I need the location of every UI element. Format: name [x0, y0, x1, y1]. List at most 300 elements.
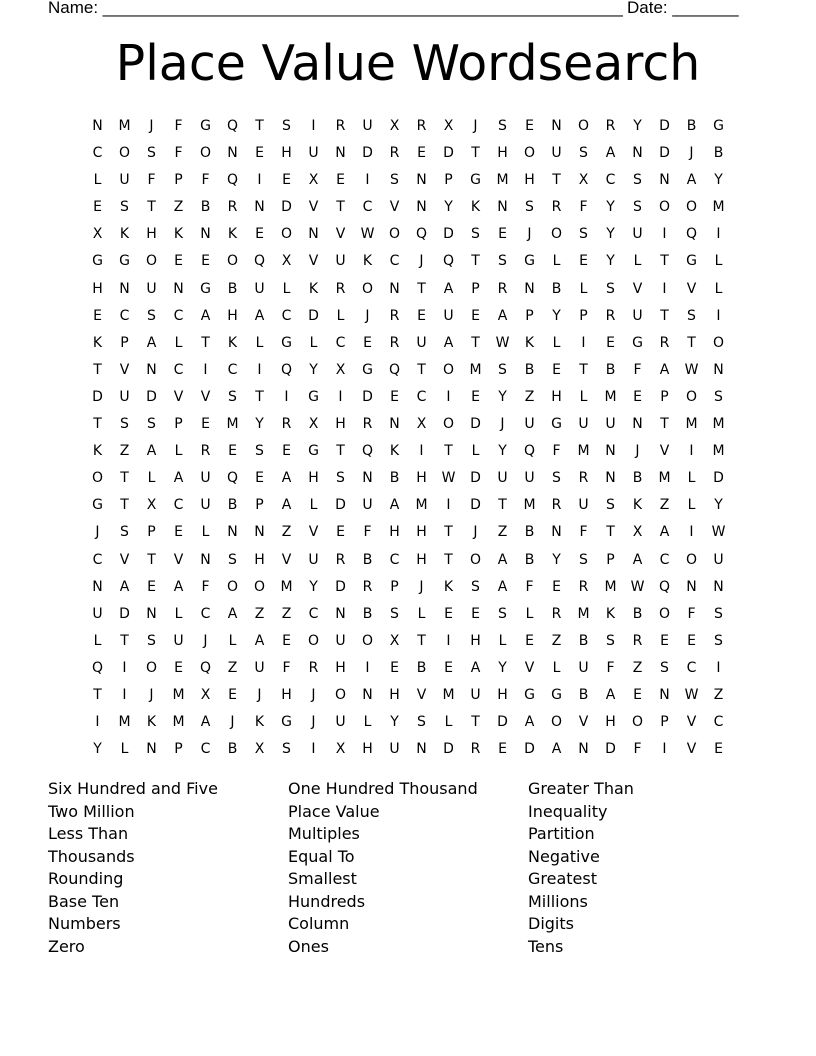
grid-letter: I: [122, 659, 127, 676]
grid-letter: K: [254, 714, 265, 731]
grid-letter: L: [174, 443, 183, 460]
grid-letter: P: [660, 388, 669, 405]
grid-letter: M: [172, 686, 185, 703]
grid-letter: N: [92, 578, 103, 595]
grid-letter: T: [120, 497, 129, 514]
grid-letter: G: [686, 253, 697, 270]
word-item: Tens: [528, 936, 564, 956]
grid-letter: P: [660, 714, 669, 731]
grid-letter: A: [551, 741, 562, 758]
grid-letter: Q: [388, 361, 401, 378]
grid-letter: T: [93, 361, 102, 378]
grid-letter: B: [686, 118, 697, 134]
grid-letter: V: [308, 524, 319, 541]
grid-letter: L: [498, 632, 507, 649]
grid-letter: H: [335, 659, 346, 676]
grid-letter: T: [255, 118, 264, 134]
grid-letter: L: [363, 714, 372, 731]
grid-letter: O: [685, 551, 698, 568]
grid-letter: R: [362, 578, 373, 595]
grid-letter: V: [659, 443, 670, 460]
grid-letter: N: [659, 172, 670, 189]
grid-letter: U: [254, 280, 265, 297]
grid-letter: J: [635, 443, 640, 460]
grid-letter: I: [716, 226, 721, 243]
grid-letter: E: [444, 659, 453, 676]
grid-letter: H: [416, 524, 427, 541]
grid-letter: A: [389, 497, 400, 514]
grid-letter: E: [525, 118, 534, 134]
grid-letter: Q: [658, 578, 671, 595]
grid-letter: L: [201, 524, 210, 541]
grid-letter: S: [714, 632, 723, 649]
grid-letter: H: [497, 145, 508, 162]
grid-letter: M: [604, 388, 617, 405]
grid-letter: A: [173, 470, 184, 487]
grid-letter: K: [92, 334, 103, 351]
grid-letter: O: [361, 280, 374, 297]
grid-letter: L: [282, 280, 291, 297]
grid-letter: K: [443, 578, 454, 595]
grid-letter: T: [687, 334, 696, 351]
grid-letter: C: [389, 551, 400, 568]
grid-letter: M: [469, 361, 482, 378]
grid-letter: W: [711, 524, 726, 541]
grid-letter: N: [389, 416, 400, 433]
grid-letter: M: [577, 605, 590, 622]
grid-letter: A: [281, 470, 292, 487]
grid-letter: V: [335, 226, 346, 243]
grid-letter: N: [227, 524, 238, 541]
grid-letter: J: [203, 632, 208, 649]
grid-letter: U: [578, 497, 589, 514]
grid-letter: V: [416, 686, 427, 703]
grid-letter: E: [552, 578, 561, 595]
grid-letter: L: [309, 497, 318, 514]
grid-letter: F: [201, 172, 210, 189]
grid-letter: W: [441, 470, 456, 487]
grid-letter: I: [446, 632, 451, 649]
grid-letter: O: [442, 361, 455, 378]
grid-letter: Y: [390, 714, 399, 731]
grid-letter: D: [605, 741, 616, 758]
grid-letter: N: [578, 741, 589, 758]
grid-letter: U: [308, 551, 319, 568]
grid-letter: R: [659, 334, 670, 351]
grid-letter: R: [335, 280, 346, 297]
grid-letter: E: [633, 388, 642, 405]
grid-letter: C: [605, 172, 616, 189]
grid-letter: A: [200, 307, 211, 324]
grid-letter: Y: [498, 443, 507, 460]
grid-letter: X: [335, 741, 346, 758]
grid-letter: M: [442, 686, 455, 703]
grid-letter: H: [92, 280, 103, 297]
grid-letter: P: [120, 334, 129, 351]
grid-letter: M: [226, 416, 239, 433]
grid-letter: U: [524, 470, 535, 487]
grid-letter: D: [335, 578, 346, 595]
grid-letter: S: [687, 307, 696, 324]
grid-letter: C: [335, 334, 346, 351]
grid-letter: E: [417, 145, 426, 162]
grid-letter: N: [200, 551, 211, 568]
word-item: Six Hundred and Five: [48, 779, 218, 798]
grid-letter: O: [388, 226, 401, 243]
grid-letter: D: [443, 741, 454, 758]
grid-letter: N: [227, 145, 238, 162]
grid-letter: U: [416, 334, 427, 351]
grid-letter: B: [632, 605, 643, 622]
grid-letter: U: [578, 659, 589, 676]
grid-letter: P: [174, 172, 183, 189]
word-item: Smallest: [288, 869, 357, 888]
grid-letter: D: [281, 199, 292, 216]
grid-letter: X: [335, 361, 346, 378]
grid-letter: N: [551, 118, 562, 134]
grid-letter: D: [470, 497, 481, 514]
grid-letter: N: [605, 470, 616, 487]
word-column: [48, 778, 218, 958]
grid-letter: C: [92, 145, 103, 162]
grid-letter: M: [658, 470, 671, 487]
word-item: Multiples: [288, 824, 360, 843]
name-field: Name: _______________________________________________________: [48, 0, 623, 17]
grid-letter: A: [659, 361, 670, 378]
grid-letter: R: [578, 470, 589, 487]
grid-letter: I: [365, 659, 370, 676]
grid-letter: F: [687, 605, 696, 622]
grid-letter: Q: [199, 659, 212, 676]
grid-row: [84, 628, 732, 655]
grid-letter: L: [471, 443, 480, 460]
grid-letter: Q: [280, 361, 293, 378]
grid-letter: N: [335, 145, 346, 162]
grid-letter: Q: [91, 659, 104, 676]
grid-letter: C: [200, 605, 211, 622]
grid-letter: I: [257, 361, 262, 378]
grid-letter: D: [659, 145, 670, 162]
grid-letter: L: [687, 497, 696, 514]
grid-letter: M: [496, 172, 509, 189]
grid-letter: Y: [606, 199, 615, 216]
word-item: Rounding: [48, 869, 124, 888]
grid-letter: Z: [254, 605, 265, 622]
grid-letter: E: [93, 307, 102, 324]
grid-letter: Q: [523, 443, 536, 460]
grid-letter: H: [227, 307, 238, 324]
word-item: Thousands: [48, 846, 135, 866]
grid-letter: T: [471, 714, 480, 731]
grid-letter: A: [173, 578, 184, 595]
grid-letter: E: [633, 686, 642, 703]
grid-letter: I: [284, 388, 289, 405]
grid-letter: U: [173, 632, 184, 649]
grid-letter: O: [334, 686, 347, 703]
word-item: Partition: [528, 824, 595, 843]
grid-letter: N: [254, 199, 265, 216]
grid-letter: N: [254, 524, 265, 541]
grid-letter: S: [147, 145, 156, 162]
grid-letter: F: [579, 199, 588, 216]
grid-letter: N: [524, 280, 535, 297]
grid-letter: A: [443, 280, 454, 297]
word-item: One Hundred Thousand: [288, 779, 478, 798]
grid-letter: N: [713, 578, 724, 595]
grid-letter: X: [416, 416, 427, 433]
grid-letter: I: [365, 172, 370, 189]
grid-letter: S: [498, 361, 507, 378]
grid-letter: L: [336, 307, 345, 324]
grid-letter: T: [660, 307, 669, 324]
grid-letter: O: [658, 605, 671, 622]
grid-letter: D: [119, 605, 130, 622]
grid-row: [84, 221, 732, 248]
grid-letter: K: [605, 605, 616, 622]
grid-letter: T: [417, 280, 426, 297]
grid-letter: Q: [685, 226, 698, 243]
grid-letter: B: [578, 632, 589, 649]
grid-letter: L: [525, 605, 534, 622]
grid-letter: P: [174, 416, 183, 433]
grid-letter: X: [308, 416, 319, 433]
grid-letter: C: [308, 605, 319, 622]
grid-letter: B: [605, 361, 616, 378]
grid-letter: S: [390, 605, 399, 622]
grid-letter: U: [362, 497, 373, 514]
grid-letter: U: [551, 145, 562, 162]
grid-letter: N: [362, 686, 373, 703]
grid-letter: J: [500, 416, 505, 433]
grid-letter: G: [551, 416, 562, 433]
grid-letter: J: [527, 226, 532, 243]
grid-letter: Y: [714, 172, 723, 189]
word-item: Equal To: [288, 846, 355, 866]
grid-letter: I: [716, 307, 721, 324]
grid-letter: K: [227, 334, 238, 351]
grid-letter: X: [92, 226, 103, 243]
grid-letter: N: [200, 226, 211, 243]
grid-letter: S: [282, 741, 291, 758]
grid-letter: A: [497, 551, 508, 568]
grid-letter: S: [417, 714, 426, 731]
grid-letter: T: [201, 334, 210, 351]
grid-letter: U: [632, 307, 643, 324]
grid-letter: L: [552, 659, 561, 676]
grid-letter: J: [365, 307, 370, 324]
grid-letter: L: [228, 632, 237, 649]
grid-letter: R: [362, 416, 373, 433]
grid-letter: Y: [714, 497, 723, 514]
grid-letter: C: [659, 551, 670, 568]
grid-letter: S: [147, 632, 156, 649]
grid-letter: X: [308, 172, 319, 189]
grid-letter: C: [686, 659, 697, 676]
grid-letter: C: [362, 199, 373, 216]
grid-letter: N: [632, 416, 643, 433]
grid-letter: V: [308, 199, 319, 216]
word-item: Zero: [48, 936, 85, 956]
grid-letter: A: [632, 551, 643, 568]
grid-letter: L: [579, 388, 588, 405]
grid-letter: M: [685, 416, 698, 433]
grid-letter: O: [658, 199, 671, 216]
grid-letter: G: [281, 334, 292, 351]
grid-letter: L: [255, 334, 264, 351]
grid-letter: S: [282, 118, 291, 134]
grid-letter: E: [255, 226, 264, 243]
grid-letter: H: [389, 524, 400, 541]
grid-letter: D: [659, 118, 670, 134]
grid-letter: R: [227, 199, 238, 216]
grid-letter: B: [389, 470, 400, 487]
grid-letter: O: [226, 578, 239, 595]
grid-letter: M: [415, 497, 428, 514]
grid-letter: H: [524, 172, 535, 189]
grid-letter: J: [419, 253, 424, 270]
word-column: [288, 778, 478, 958]
grid-letter: G: [524, 253, 535, 270]
grid-letter: V: [686, 280, 697, 297]
grid-letter: F: [579, 524, 588, 541]
grid-row: [84, 140, 732, 167]
grid-letter: P: [525, 307, 534, 324]
grid-letter: N: [713, 361, 724, 378]
grid-letter: Q: [226, 118, 239, 134]
grid-letter: T: [471, 145, 480, 162]
grid-letter: E: [282, 632, 291, 649]
grid-letter: S: [552, 470, 561, 487]
grid-letter: L: [309, 334, 318, 351]
grid-letter: A: [200, 714, 211, 731]
grid-letter: L: [444, 714, 453, 731]
grid-letter: Y: [552, 551, 561, 568]
grid-letter: O: [685, 199, 698, 216]
grid-letter: H: [362, 741, 373, 758]
grid-letter: R: [551, 605, 562, 622]
grid-letter: S: [579, 551, 588, 568]
grid-letter: I: [716, 659, 721, 676]
grid-letter: A: [443, 334, 454, 351]
grid-letter: V: [632, 280, 643, 297]
grid-letter: B: [524, 361, 535, 378]
grid-letter: K: [173, 226, 184, 243]
grid-letter: U: [200, 470, 211, 487]
grid-letter: S: [525, 199, 534, 216]
grid-letter: T: [93, 686, 102, 703]
grid-letter: L: [552, 334, 561, 351]
grid-letter: S: [120, 416, 129, 433]
grid-row: [84, 194, 732, 221]
grid-letter: B: [713, 145, 724, 162]
grid-row: [84, 574, 732, 601]
grid-letter: F: [201, 578, 210, 595]
grid-letter: D: [308, 307, 319, 324]
grid-letter: O: [361, 632, 374, 649]
grid-letter: U: [470, 686, 481, 703]
grid-letter: D: [713, 470, 724, 487]
grid-letter: H: [416, 551, 427, 568]
grid-letter: D: [443, 145, 454, 162]
grid-letter: O: [631, 714, 644, 731]
grid-letter: I: [203, 361, 208, 378]
grid-letter: I: [662, 741, 667, 758]
grid-letter: N: [173, 280, 184, 297]
grid-letter: E: [147, 578, 156, 595]
grid-letter: H: [146, 226, 157, 243]
letter-grid: [84, 113, 732, 763]
grid-letter: E: [417, 307, 426, 324]
grid-letter: U: [254, 659, 265, 676]
grid-letter: B: [227, 497, 238, 514]
grid-letter: P: [471, 280, 480, 297]
grid-letter: B: [362, 605, 373, 622]
grid-letter: T: [471, 334, 480, 351]
grid-row: [84, 113, 732, 140]
grid-letter: V: [173, 388, 184, 405]
grid-letter: Z: [659, 497, 670, 514]
grid-letter: N: [146, 741, 157, 758]
grid-letter: M: [118, 714, 131, 731]
grid-letter: F: [525, 578, 534, 595]
grid-letter: Y: [93, 741, 102, 758]
grid-letter: G: [551, 686, 562, 703]
grid-letter: E: [363, 334, 372, 351]
grid-letter: M: [712, 416, 725, 433]
grid-letter: Z: [119, 443, 130, 460]
grid-letter: C: [713, 714, 724, 731]
grid-letter: P: [444, 172, 453, 189]
grid-letter: J: [473, 524, 478, 541]
grid-letter: P: [147, 524, 156, 541]
grid-letter: Q: [415, 226, 428, 243]
grid-row: [84, 411, 732, 438]
grid-letter: J: [311, 686, 316, 703]
grid-letter: U: [308, 145, 319, 162]
grid-letter: R: [335, 551, 346, 568]
word-item: Column: [288, 914, 350, 933]
grid-letter: M: [577, 443, 590, 460]
grid-letter: S: [498, 253, 507, 270]
grid-letter: U: [146, 280, 157, 297]
grid-letter: D: [443, 226, 454, 243]
grid-letter: T: [120, 470, 129, 487]
grid-letter: O: [118, 145, 131, 162]
grid-letter: Y: [552, 307, 561, 324]
grid-letter: E: [660, 632, 669, 649]
grid-letter: V: [686, 741, 697, 758]
grid-letter: G: [470, 172, 481, 189]
word-item: Millions: [528, 891, 588, 911]
grid-letter: J: [230, 714, 235, 731]
grid-letter: O: [226, 253, 239, 270]
grid-row: [84, 276, 732, 303]
grid-letter: A: [605, 145, 616, 162]
grid-letter: A: [281, 497, 292, 514]
grid-letter: L: [714, 280, 723, 297]
grid-letter: Z: [173, 199, 184, 216]
grid-letter: D: [335, 497, 346, 514]
grid-letter: O: [550, 714, 563, 731]
grid-letter: S: [606, 497, 615, 514]
grid-letter: E: [201, 416, 210, 433]
grid-row: [84, 601, 732, 628]
word-item: Place Value: [288, 801, 380, 821]
grid-letter: N: [497, 199, 508, 216]
grid-letter: R: [632, 632, 643, 649]
grid-letter: O: [685, 388, 698, 405]
grid-letter: M: [712, 199, 725, 216]
